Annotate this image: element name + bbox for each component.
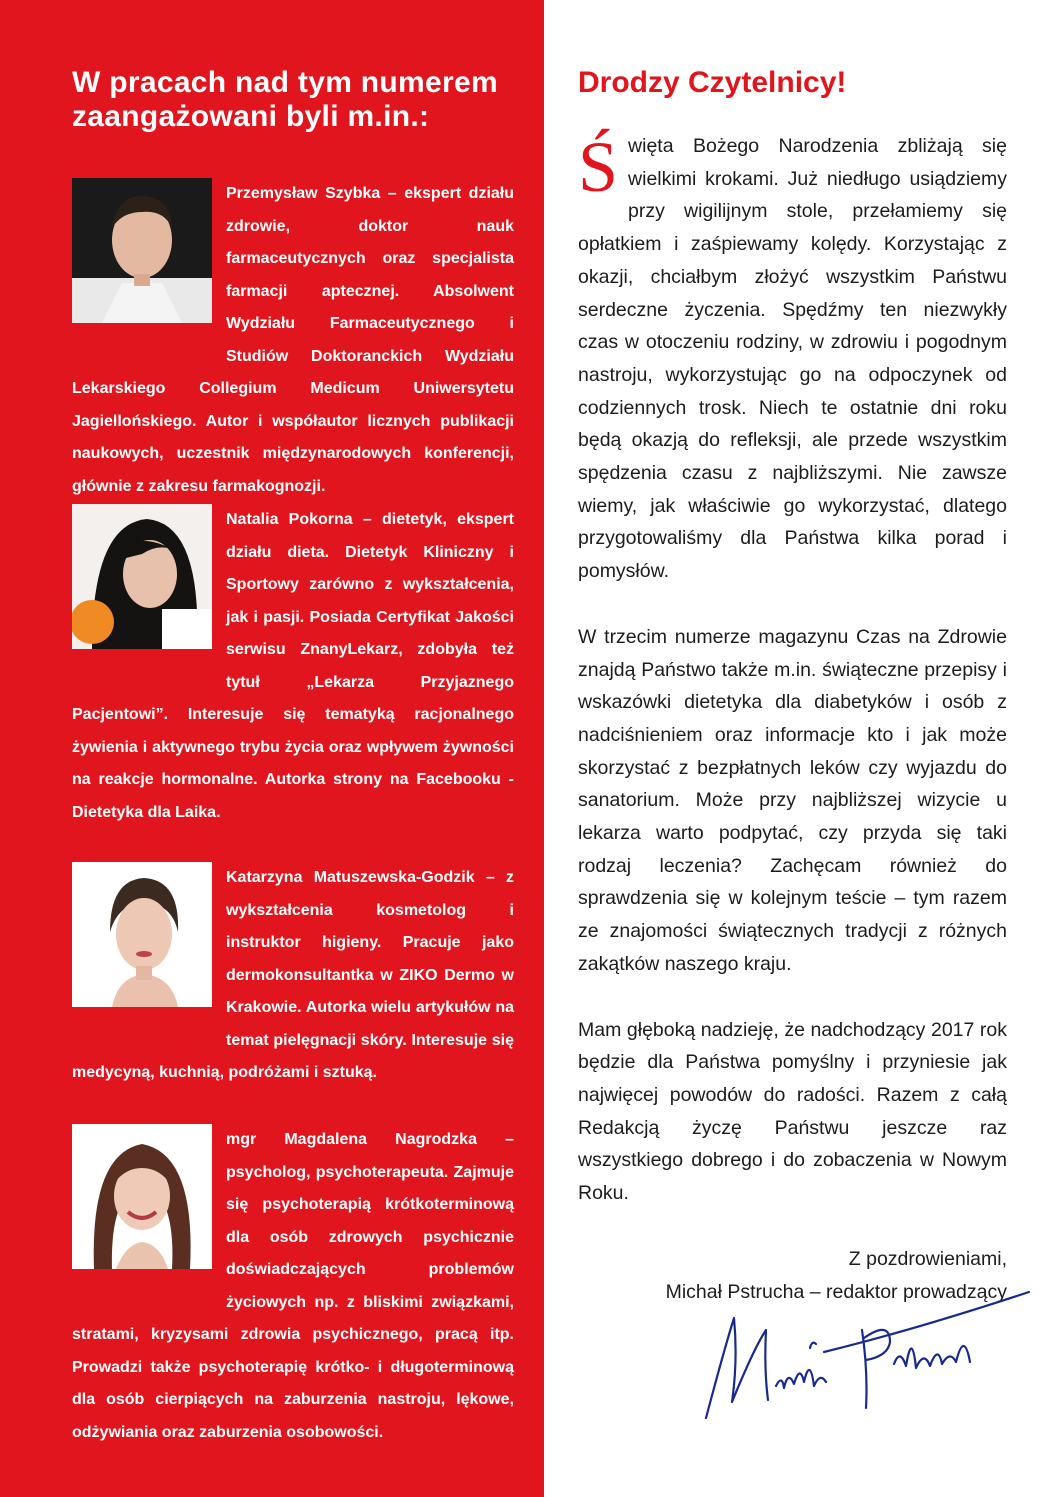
portrait-woman-icon [72, 504, 212, 649]
contributor-bio-4: mgr Magdalena Nagrodzka – psycholog, psychoterapeuta. Zajmuje się psychoterapią krótkoterminową dla osób zdrowych psychicznie doświadczających problemów życiowych np. z bliskimi związkami, stratami, kryzysami zdrowia psychicznego, pracą itp. Prowadzi także psychoterapię krótko- i długoterminową dla osób cierpiących na zaburzenia nastroju, lękowe, odżywiania oraz zaburzenia osobowości. [72, 1124, 514, 1449]
handwritten-signature [694, 1290, 1034, 1430]
editorial-paragraph-2: W trzecim numerze magazynu Czas na Zdrowie znajdą Państwo także m.in. świąteczne przepisy i wskazówki dietetyka dla diabetyków i osób z nadciśnieniem oraz informacje kto i jak może skorzystać z bezpłatnych leków czy wyjazdu do sanatorium. Może przy najbliższej wizycie u lekarza warto podpytać, czy przyda się taki rodzaj leczenia? Zachęcam również do sprawdzenia się w kolejnym teście – tym razem ze znajomości świątecznych tradycji z różnych zakątków naszego kraju. [578, 625, 1007, 975]
editorial-title: Drodzy Czytelnicy! [578, 66, 847, 99]
contributor-photo-4 [72, 1124, 212, 1269]
editorial-paragraph-3: Mam głęboką nadzieję, że nadchodzący 2017 rok będzie dla Państwa pomyślny i przyniesie jak najwięcej powodów do radości. Razem z całą Redakcją życzę Państwu jeszcze raz wszystkiego dobrego i do zobaczenia w Nowym Roku. [578, 1018, 1007, 1205]
contributor-photo-2 [72, 504, 212, 649]
contributor-bio-2: Natalia Pokorna – dietetyk, ekspert działu dieta. Dietetyk Kliniczny i Sportowy zarówno z wykształcenia, jak i pasji. Posiada Certyfikat Jakości serwisu ZnanyLekarz, zdobyła też tytuł „Lekarza Przyjaznego Pacjentowi”. Interesuje się tematyką racjonalnego żywienia i aktywnego trybu życia oraz wpływem żywności na reakcje hormonalne. Autorka strony na Facebooku - Dietetyka dla Laika. [72, 504, 514, 829]
editorial-column [544, 0, 1055, 1497]
signer-name: Michał Pstrucha – redaktor prowadzący [665, 1280, 1007, 1303]
portrait-woman-icon [72, 1124, 212, 1269]
editorial-letter [578, 127, 1007, 1210]
contributor-photo-3 [72, 862, 212, 1007]
portrait-woman-icon [72, 862, 212, 1007]
contributor-photo-1 [72, 178, 212, 323]
editorial-paragraph-1: Święta Bożego Narodzenia zbliżają się wielkimi krokami. Już niedługo usiądziemy przy wigilijnym stole, przełamiemy się opłatkiem i zaśpiewamy kolędy. Korzystając z okazji, chciałbym złożyć wszystkim Państwu serdeczne życzenia. Spędźmy ten niezwykły czas w otoczeniu rodziny, w zdrowiu i pogodnym nastroju, wykorzystując go na odpoczynek od codziennych trosk. Niech te ostatnie dni roku będą okazją do refleksji, ale przede wszystkim spędzenia czasu z najbliższymi. Nie zawsze wiemy, jak właściwie go wykorzystać, dlatego przygotowaliśmy dla Państwa kilka porad i pomysłów. [578, 127, 1007, 583]
contributor-bio-3: Katarzyna Matuszewska-Godzik – z wykształcenia kosmetolog i instruktor higieny. Pracuje jako dermokonsultantka w ZIKO Dermo w Krakowie. Autorka wielu artykułów na temat pielęgnacji skóry. Interesuje się medycyną, kuchnią, podróżami i sztuką. [72, 862, 514, 1090]
drop-cap: Ś [578, 127, 619, 207]
contributor-bio-1: Przemysław Szybka – ekspert działu zdrowie, doktor nauk farmaceutycznych oraz specjalista farmacji aptecznej. Absolwent Wydziału Farmaceutycznego i Studiów Doktoranckich Wydziału Lekarskiego Collegium Medicum Uniwersytetu Jagiellońskiego. Autor i współautor licznych publikacji naukowych, uczestnik międzynarodowych konferencji, głównie z zakresu farmakognozji. [72, 178, 514, 503]
greeting: Z pozdrowieniami, [848, 1247, 1007, 1270]
contributors-title: W pracach nad tym numerem zaangażowani byli m.in.: [72, 66, 498, 133]
portrait-man-icon [72, 178, 212, 323]
